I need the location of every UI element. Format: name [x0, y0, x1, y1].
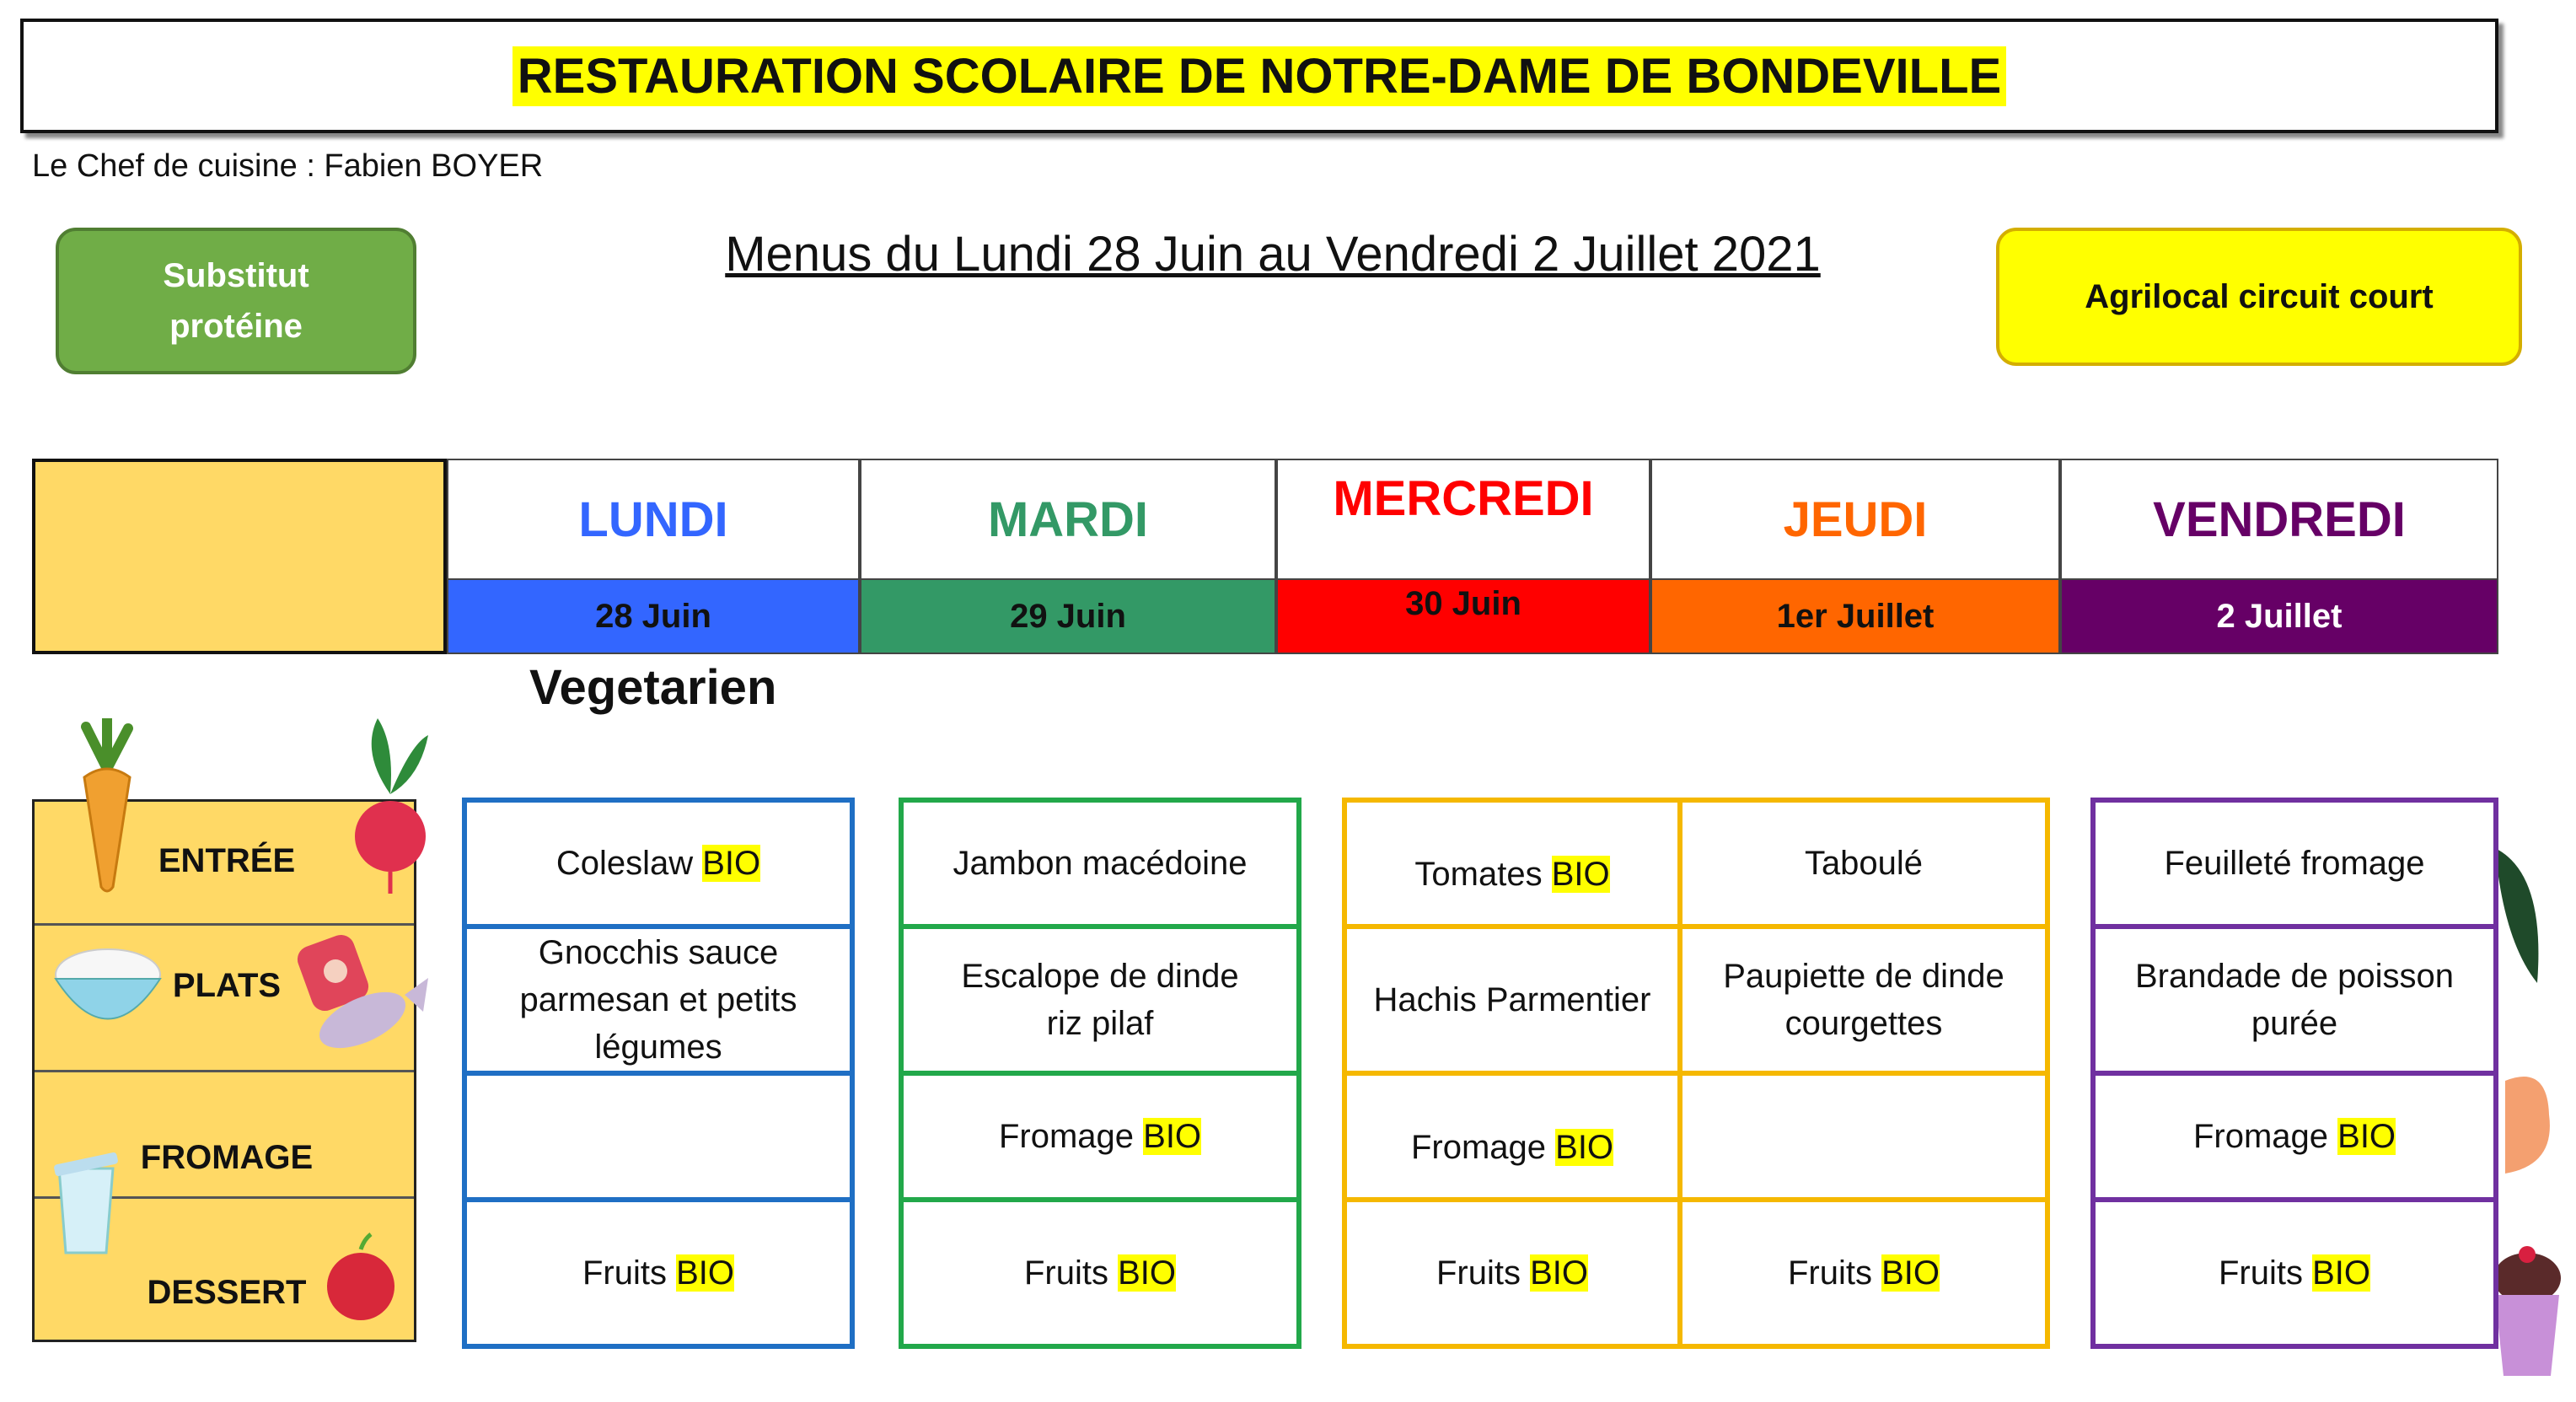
menu-lundi-plat-line3: légumes — [594, 1029, 722, 1066]
bio-badge: BIO — [1118, 1254, 1177, 1292]
menu-box-mercredi-jeudi — [1342, 798, 2050, 1349]
menu-vendredi-dessert-dish: Fruits — [2218, 1254, 2303, 1292]
menu-vendredi-dessert — [2096, 1202, 2493, 1344]
menu-vendredi-plat-line2: purée — [2251, 1005, 2338, 1042]
menu-jeudi-plat-line2: courgettes — [1784, 1005, 1943, 1042]
category-plats: PLATS — [172, 967, 282, 1004]
legend-agrilocal-label: Agrilocal circuit court — [2085, 278, 2434, 315]
menu-lundi-entree-dish: Coleslaw — [555, 845, 694, 882]
menu-jeudi-dessert — [1682, 1202, 2045, 1344]
menu-box-vendredi — [2090, 798, 2498, 1349]
menu-jeudi-fromage — [1682, 1076, 2045, 1197]
bio-badge: BIO — [702, 845, 761, 882]
bio-badge: BIO — [2337, 1118, 2396, 1155]
category-entree: ENTRÉE — [158, 842, 296, 879]
menu-mercredi-fromage-dish: Fromage — [1410, 1129, 1547, 1166]
vegetarien-label: Vegetarien — [529, 660, 777, 715]
menu-vendredi-plat — [2096, 929, 2493, 1071]
carrot-icon — [69, 718, 145, 895]
day-header-mardi — [860, 459, 1276, 578]
bio-badge: BIO — [1881, 1254, 1940, 1292]
category-dessert: DESSERT — [147, 1274, 307, 1311]
menu-mardi-fromage — [904, 1076, 1296, 1197]
radish-icon — [344, 718, 437, 895]
menu-box-lundi — [462, 798, 855, 1349]
menu-vendredi-fromage — [2096, 1076, 2493, 1197]
table-corner-cell — [32, 459, 447, 654]
menu-mercredi-fromage — [1347, 1076, 1677, 1197]
menu-mardi-plat — [904, 929, 1296, 1071]
menu-jeudi-plat — [1682, 929, 2045, 1071]
bio-badge: BIO — [1143, 1118, 1202, 1155]
menu-mardi-entree — [904, 803, 1296, 924]
menu-lundi-dessert-dish: Fruits — [582, 1254, 667, 1292]
menu-mardi-plat-line1: Escalope de dinde — [961, 958, 1239, 995]
bio-badge: BIO — [1555, 1129, 1614, 1166]
menu-vendredi-entree — [2096, 803, 2493, 924]
menu-box-mardi — [899, 798, 1301, 1349]
bio-badge: BIO — [2312, 1254, 2371, 1292]
menu-lundi-plat — [467, 929, 850, 1071]
day-date-mardi: 29 Juin — [860, 578, 1276, 654]
menu-jeudi-plat-line1: Paupiette de dinde — [1723, 958, 2004, 995]
legend-substitut-proteine — [56, 228, 416, 374]
menu-vendredi-entree-dish: Feuilleté fromage — [2164, 845, 2425, 882]
legend-agrilocal — [1996, 228, 2522, 366]
menu-vendredi-plat-line1: Brandade de poisson — [2134, 958, 2455, 995]
day-date-mercredi: 30 Juin — [1276, 578, 1650, 654]
leaf-icon — [2495, 840, 2554, 991]
menu-jeudi-dessert-dish: Fruits — [1787, 1254, 1872, 1292]
chef-label: Le Chef de cuisine : Fabien BOYER — [32, 148, 544, 184]
category-fromage: FROMAGE — [140, 1139, 314, 1176]
day-date-jeudi: 1er Juillet — [1650, 578, 2060, 654]
menu-lundi-plat-line2: parmesan et petits — [519, 981, 797, 1018]
cupcake-icon — [2487, 1244, 2568, 1379]
menu-mercredi-plat-dish: Hachis Parmentier — [1373, 981, 1651, 1018]
bio-badge: BIO — [1530, 1254, 1589, 1292]
menu-mercredi-entree-dish: Tomates — [1414, 856, 1543, 893]
day-header-mercredi — [1276, 459, 1650, 578]
yogurt-icon — [44, 1143, 128, 1261]
menu-mercredi-entree — [1347, 803, 1677, 924]
menu-jeudi-entree — [1682, 803, 2045, 924]
rice-bowl-icon — [49, 941, 167, 1034]
menu-week-title: Menus du Lundi 28 Juin au Vendredi 2 Juillet 2021 — [725, 227, 1821, 282]
bio-badge: BIO — [676, 1254, 735, 1292]
menu-mercredi-dessert — [1347, 1202, 1677, 1344]
menu-vendredi-fromage-dish: Fromage — [2192, 1118, 2329, 1155]
menu-mardi-entree-dish: Jambon macédoine — [953, 845, 1248, 882]
menu-lundi-dessert — [467, 1202, 850, 1344]
menu-mercredi-dessert-dish: Fruits — [1436, 1254, 1521, 1292]
title-banner — [20, 19, 2498, 133]
legend-substitut-line2: protéine — [169, 308, 303, 345]
day-name-vendredi: VENDREDI — [2153, 492, 2406, 547]
menu-mardi-plat-line2: riz pilaf — [1046, 1005, 1154, 1042]
menu-jeudi-entree-dish: Taboulé — [1804, 845, 1924, 882]
day-header-lundi — [447, 459, 860, 578]
menu-lundi-plat-line1: Gnocchis sauce — [538, 934, 779, 971]
day-name-lundi: LUNDI — [578, 492, 728, 547]
menu-mardi-dessert — [904, 1202, 1296, 1344]
day-date-lundi: 28 Juin — [447, 578, 860, 654]
legend-substitut-line1: Substitut — [163, 257, 309, 294]
menu-mercredi-plat — [1347, 929, 1677, 1071]
day-name-mercredi: MERCREDI — [1333, 471, 1594, 526]
apple-icon — [319, 1233, 403, 1325]
day-name-mardi: MARDI — [987, 492, 1149, 547]
menu-mardi-dessert-dish: Fruits — [1023, 1254, 1108, 1292]
day-name-jeudi: JEUDI — [1783, 492, 1928, 547]
menu-lundi-entree — [467, 803, 850, 924]
page-title: RESTAURATION SCOLAIRE DE NOTRE-DAME DE BONDEVILLE — [513, 46, 2006, 106]
fish-icon — [312, 970, 430, 1062]
day-header-vendredi — [2060, 459, 2498, 578]
day-date-vendredi: 2 Juillet — [2060, 578, 2498, 654]
bio-badge: BIO — [1551, 856, 1610, 893]
pear-icon — [2497, 1064, 2557, 1182]
day-header-jeudi — [1650, 459, 2060, 578]
menu-mardi-fromage-dish: Fromage — [998, 1118, 1135, 1155]
menu-lundi-fromage — [467, 1076, 850, 1197]
